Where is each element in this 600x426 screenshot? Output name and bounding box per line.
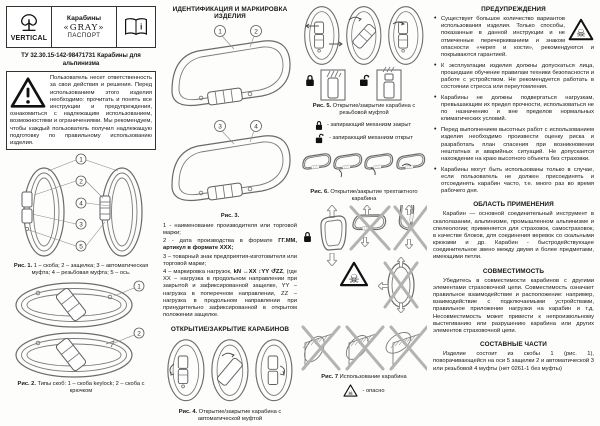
compatibility-text: Убедитесь в совместимости карабинов с другими элементами страховочной цепи. Совместимость означает правильное взаимодействие и расположение: например, взаимодействие с подключаемыми устройствами, правильное приложение нагрузки на карабин и т.д. Несовместимость может привести к непроизвольному выстегиванию или разрушению карабина или других элементов страховочной цепи.: [433, 277, 594, 334]
figure-1-callouts: [76, 154, 86, 251]
column-identification: [163, 0, 297, 426]
figure-3b-marking-carabiner: [164, 118, 296, 210]
figure-3-label: Рис. 3.: [220, 213, 240, 219]
figure-4-caption: [167, 409, 293, 423]
figure-3b-callouts: [215, 121, 262, 132]
closed-padlock-icon: [304, 233, 311, 242]
figure-1-label: Рис. 1.: [13, 263, 33, 270]
marking-description: [163, 223, 297, 319]
figure-6-caption: [305, 189, 423, 203]
marking-item-3: 3 – товарный знак предприятия-изготовителя или торговой марки;: [163, 253, 297, 267]
skull-crossbones-triangle-icon: [341, 263, 367, 286]
compatibility-title: СОВМЕСТИМОСТЬ: [482, 267, 545, 275]
warning-item: • Существует большое количество вариантов использования изделия. Только способы, показанные в данной инструкции и не отмеченные перечеркиванием и знаком опасности «череп и кости», рекомендуются и покрываются гарантией.: [441, 16, 594, 59]
marking-item-1: 1 - наименование производителя или торговой марки;: [163, 222, 297, 237]
exclamation-triangle-icon: [10, 77, 46, 109]
edge-misuse-thumbs: [301, 327, 427, 369]
figure-4-auto-sleeve-open-close: [164, 336, 296, 408]
figure-6-triple-action-open-close: [301, 146, 427, 188]
figure-6-caption-text: Открытие/закрытие трехтактного карабина: [330, 188, 418, 202]
svg-text:3: 3: [218, 123, 222, 131]
skull-crossbones-triangle-icon: [568, 18, 594, 41]
column-warnings: [433, 0, 594, 373]
svg-text:2: 2: [79, 178, 83, 186]
figure-3a-marking-carabiner: [164, 23, 296, 115]
column-figures: [301, 0, 427, 399]
figure-1-carabiner-parts: [6, 150, 156, 262]
svg-text:1: 1: [218, 28, 222, 36]
svg-text:5: 5: [79, 243, 83, 251]
marking-item-2: 2 - дата производства в формате ГГ.ММ, артикул в формате XXX;: [163, 238, 297, 252]
doc-type: ПАСПОРТ: [67, 33, 101, 39]
warning-item: • Карабины не должны подвергаться нагрузкам, превышающим их предел прочности, использоваться не по назначению и вне пределов нормальных климатических условий.: [441, 95, 594, 124]
legend-unlocked-text: - запирающий механизм открыт: [329, 135, 414, 142]
svg-text:2: 2: [137, 330, 141, 338]
user-responsibility-warning: [6, 71, 156, 150]
figure-2-label: Рис. 2.: [17, 380, 36, 387]
svg-text:1: 1: [137, 283, 141, 291]
figure-7-usage-diagrams: [301, 205, 427, 373]
figure-2-gate-types: [6, 280, 156, 380]
closed-sleeve-inset: [306, 70, 345, 100]
application-title: ОБЛАСТЬ ПРИМЕНЕНИЯ: [473, 201, 554, 209]
svg-text:4: 4: [254, 123, 258, 131]
svg-text:4: 4: [79, 200, 83, 208]
svg-text:2: 2: [254, 28, 258, 36]
hook-gate-carabiner-drawing: [16, 333, 132, 377]
wrong-load-thumb-2: [395, 205, 427, 249]
closed-padlock-icon: [315, 120, 323, 131]
manual-cell: [117, 7, 155, 47]
tu-standard-line: ТУ 32.30.15-142-98471731 Карабины для альпинизма: [21, 52, 141, 67]
figure-4-caption-text: Открытие/закрытие карабина с автоматической муфтой: [197, 409, 282, 423]
wrong-load-thumb-3: [378, 257, 417, 313]
legend-locked: [315, 120, 427, 131]
figure-3-caption: [167, 213, 293, 220]
figure-5-caption-text: Открытие/закрытие карабина с резьбовой муфтой: [332, 103, 416, 116]
product-name: Карабины: [66, 15, 102, 22]
wrong-load-thumb-1: [351, 205, 389, 249]
components-title: СОСТАВНЫЕ ЧАСТИ: [480, 341, 547, 349]
figure-5-caption: [305, 103, 423, 117]
marking-item-4: 4 – маркировка нагрузок, kN ↔XX ↕YY ↺ZZ, (где XX – нагрузка в продольном направлении при закрытой и зафиксированной защелке, YY – нагрузка в поперечном направлении, ZZ – нагрузка в продольном направлении при принудительно зафиксированной в открытом положении защелке.: [163, 268, 297, 319]
figure-1-caption: [10, 263, 152, 277]
identification-title: ИДЕНТИФИКАЦИЯ И МАРКИРОВКА ИЗДЕЛИЯ: [172, 6, 288, 20]
application-text: Карабин — основной соединительный инструмент в скалолазании, альпинизме, промышленном альпинизме и спелеологии; применяется для страховок, самостраховок, в качестве блоков, для соединения веревок со скальными крюками и др. Карабин - быстродействующее соединительное звено между двумя и более предметами, имеющими петли.: [433, 211, 594, 261]
legend-unlocked: [315, 133, 427, 144]
warning-box-text: Пользователь несет ответственность за свои действия и решения. Перед использованием этого изделия необходимо: прочитать и понять все инструкции и предупреждения, ознакомиться с надлежащим использованием, возможностями и ограничениями. Мы рекомендуем, чтобы каждый пользователь получил надлежащую подготовку по правильному использованию изделия.: [10, 75, 152, 146]
title-block: [6, 6, 156, 48]
svg-text:i: i: [140, 22, 143, 32]
figure-3a-callouts: [215, 26, 262, 37]
figure-7-caption-text: Использование карабина: [339, 374, 407, 381]
skull-crossbones-triangle-icon: [343, 384, 358, 397]
correct-load-thumb: [321, 205, 346, 266]
legend-danger-text: - опасно: [362, 387, 385, 394]
warning-item: • Карабины могут быть использованы только в случае, если пользователь не должен присоединять и отсоединять карабин часто, т.е. много раз во время рабочего дня.: [441, 167, 594, 196]
warnings-title: ПРЕДУПРЕЖДЕНИЯ: [481, 6, 546, 13]
brand-name: VERTICAL: [10, 35, 48, 42]
figure-6-label: Рис. 6.: [310, 188, 329, 195]
product-title-cell: [52, 7, 117, 47]
open-padlock-icon: [360, 75, 369, 86]
figure-2-callouts: [134, 281, 144, 338]
open-close-title: ОТКРЫТИЕ/ЗАКРЫТИЕ КАРАБИНОВ: [170, 326, 290, 334]
figure-4-label: Рис. 4.: [178, 409, 198, 416]
figure-7-label: Рис. 7: [321, 374, 339, 381]
open-padlock-icon: [315, 133, 325, 144]
svg-text:1: 1: [79, 156, 83, 164]
figure-1-caption-text: 1 – скоба; 2 – защелка; 3 – автоматическая муфта; 4 – резьбовая муфта; 5 – ось.: [31, 263, 149, 276]
open-sleeve-inset: [360, 67, 401, 100]
figure-2-caption-text: Типы скоб: 1 – скоба keylock; 2 – скоба с крючком: [37, 380, 145, 394]
svg-text:3: 3: [79, 221, 83, 229]
brand-cell: [7, 7, 52, 47]
column-left: [6, 0, 156, 397]
vertical-logo-icon: [18, 12, 40, 34]
legend-locked-text: - запирающий механизм закрыт: [327, 122, 412, 129]
warnings-list: [433, 16, 594, 195]
components-text: Изделие состоит из скобы 1 (рис. 1), поворачивающейся на оси 5 защелки 2 и автоматической 3 или резьбовой 4 муфты (нет 0261-1 без муфты): [433, 351, 594, 372]
figure-5-screw-sleeve-open-close: [301, 4, 427, 102]
read-manual-icon: [123, 16, 149, 38]
warning-item: • К эксплуатации изделия должны допускаться лица, прошедшие обучение правилам техники безопасности и работе с устройством. Не рекомендуется работать в состоянии стресса или переутомления.: [441, 63, 594, 92]
model-name: «GRAY»: [63, 22, 105, 33]
warning-item: • Перед выполнением высотных работ с использованием изделия необходимо произвести оценку риска и разработать план спасения при возникновении нештатных и аварийных ситуаций. Не допускается нахождение на краю высотного объекта без страховки.: [441, 127, 594, 163]
figure-2-caption: [10, 381, 152, 395]
keylock-carabiner-drawing: [16, 283, 132, 327]
figure-5-label: Рис. 5.: [312, 103, 332, 109]
figure-7-caption: [305, 374, 423, 381]
legend-danger: [301, 384, 427, 397]
closed-padlock-icon: [306, 76, 314, 86]
